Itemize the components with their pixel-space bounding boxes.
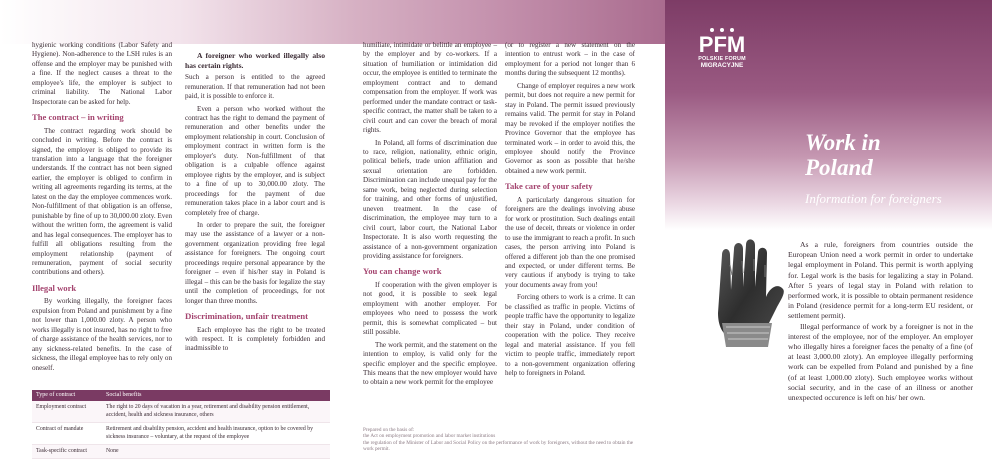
table-row: [32, 401, 330, 422]
table-cell: Contract of mandate: [32, 423, 102, 445]
paragraph: The work permit, and the statement on the intention to employ, is valid only for the specific employer and the specific employee. This means that the new employer would have to obtain a new work permit for the employee: [363, 340, 497, 387]
paragraph: hygienic working conditions (Labor Safety and Hygiene). Non-adherence to the LSH rules is an offense and the employer may be punished with a fine. If the neglect causes a threat to the employee's life, the employer is subject to criminal liability. The National Labor Inspectorate can be asked for help.: [32, 41, 172, 106]
column-2: [185, 51, 325, 357]
table-cell: None: [102, 445, 330, 459]
prepared-basis-note: [363, 427, 638, 453]
paragraph: Illegal performance of work by a foreigner is not in the interest of the employee, nor of the employer. An employer who illegally hires a foreigner faces the penalty of a fine (of at least 3,000.00 zloty). An employee illegally performing work can be expelled from Poland and punished by a fine (of at least 1,000.00 zloty). Such employee works without social security, and in the case of an illness or another unexpected occurence is left on his/ her own.: [788, 321, 973, 403]
cover-title-line-1: Work in: [805, 130, 881, 155]
paragraph: Each employee has the right to be treated with respect. It is completely forbidden and inadmissible to: [185, 325, 325, 353]
paragraph: The contract regarding work should be concluded in writing. Before the contract is signed, the employer is obliged to provide its translation into a language that the foreigner understands. If the contract has not been signed earlier, the employer is obliged to confirm in writing all agreements regarding its terms, at the latest on the day the employee commences work. Non-fulfillment of that obligation is an offense, punishable by fine of up to 30,000.00 zloty. Even without the written form, the agreement is valid and has legal consequences. The employer has to fulfill all obligations resulting from the employment relationship (payment of remuneration, payment of social security contributions and others).: [32, 126, 173, 277]
cover-intro: [788, 240, 973, 403]
cover-title-line-2: Poland: [805, 155, 873, 180]
table-cell: Task-specific contract: [32, 445, 102, 459]
table-row: [32, 445, 330, 459]
column-1: [32, 41, 172, 376]
paragraph: Such a person is entitled to the agreed remuneration. If that remuneration had not been paid, it is possible to enforce it.: [185, 73, 325, 101]
table-header-row: [32, 390, 330, 401]
table-cell: Retirement and disability pension, accident and health insurance, option to be covered by sickness insurance – voluntary, at the request of the employee: [102, 423, 330, 445]
paragraph: A particularly dangerous situation for foreigners are the dealings involving abuse for work or prostitution. Such dealings entail the use of deceit, threats or violence in order to use the immigrant to reach a profit. In such cases, the person arriving into Poland is offered a different job than the one promised and expected, or under different terms. Be very cautious if anybody is trying to take your documents away from you!: [505, 195, 635, 289]
pfm-logo: [692, 28, 752, 69]
paragraph: In order to prepare the suit, the foreigner may use the assistance of a lawyer or a non-government organization providing free legal assistance for foreigners. The ongoing court proceedings require personal appearance by the foreigner – even if his/her stay in Poland is illegal – this can be the basis for legalize the stay until the completion of proceedings, for not longer than three months.: [185, 220, 325, 305]
paragraph: humiliate, intimidate or belittle an employee – by the employer and by co-workers. If a situation of humiliation or intimidation did occur, the employee is entitled to terminate the employment contract and to demand compensation from the employer. If work was performed under the mandate contract or task-specific contract, the matter shall be taken to a civil court and can cover the breach of moral rights.: [363, 41, 497, 135]
paragraph: Forcing others to work is a crime. It can be classified as traffic in people. Victims of people traffic have the opportunity to legalize their stay in Poland, under condition of cooperation with the police. They receive legal and material assistance. If you fell victim to people traffic, immediately report to a non-government organization offering help to foreigners in Poland.: [505, 293, 635, 377]
cover-subtitle: Information for foreigners: [805, 191, 942, 206]
heading-contract-in-writing: The contract – in writing: [32, 112, 124, 123]
column-3: [363, 41, 497, 391]
cover-title: [805, 130, 881, 180]
paragraph: Change of employer requires a new work permit, but does not require a new permit for stay in Poland. The permit issued previously remains valid. The permit for stay in Poland may be revoked if the employer notifies the Province Governor that the employee has terminated work – in order to avoid this, the employee should notify the Province Governor as soon as possible that he/she obtained a new work permit.: [505, 81, 635, 175]
logo-mark: PFM: [698, 32, 746, 57]
column-4: [505, 41, 635, 381]
table-header: Social benefits: [102, 390, 330, 401]
heading-safety: Take care of your safety: [505, 181, 593, 192]
benefits-table: [32, 390, 330, 459]
bold-lead: A foreigner who worked illegally also has certain rights.: [185, 51, 325, 70]
prepared-line: the Act on employment promotion and labor market institutions: [363, 433, 496, 440]
paragraph: (or to register a new statement on the intention to entrust work – in the case of employment for a period not longer than 6 months during the subsequent 12 months).: [505, 41, 635, 78]
table-header: Type of contract: [32, 390, 102, 401]
paragraph: Even a person who worked without the contract has the right to demand the payment of remuneration and other benefits under the employment relationship in court. Conclusion of employment contract in written form is the employer's duty. Non-fulfillment of that obligation is a culpable offence against employee rights by the employer, and is subject to a fine of up to 30,000.00 zloty. The proceedings for the payment of due remuneration takes place in a labor court and is completely free of charge.: [185, 104, 325, 217]
prepared-line: the regulation of the Minister of Labor and Social Policy on the performance of work by foreigners, without the need to obtain the work permit.: [363, 439, 634, 453]
paragraph: As a rule, foreigners from countries outside the European Union need a work permit in order to undertake legal employment in Poland. This permit is worth applying for. Legal work is the basis for legalizing a stay in Poland. After 5 years of legal stay in Poland with relation to performed work, it is possible to obtain permanent residence in Poland (residence permit for a long-term EU resident, or settlement permit).: [788, 240, 973, 321]
logo-line-2: MIGRACYJNE: [700, 62, 744, 69]
heading-change-work: You can change work: [363, 266, 442, 277]
heading-illegal-work: Illegal work: [32, 282, 77, 293]
work-glove-icon: [700, 235, 800, 355]
table-cell: Employment contract: [32, 401, 102, 422]
table-cell: The right to 20 days of vacation in a year, retirement and disability pension entitlement, accident, health and sickness insurance, others: [102, 401, 330, 422]
heading-discrimination: Discrimination, unfair treatment: [185, 311, 309, 322]
paragraph: By working illegally, the foreigner faces expulsion from Poland and punishment by a fine not lower than 1,000.00 zloty. A person who works illegally is not insured, has no right to free of charge assistance of the health services, nor to any sickness-related benefits. In the case of sickness, the illegal employee has to rely only on oneself.: [32, 297, 172, 372]
paragraph: If cooperation with the given employer is not good, it is possible to seek legal employment with another employer. For employees who need to possess the work permit, this is somewhat complicated – but still possible.: [363, 280, 497, 337]
logo-line-1: POLSKIE FORUM: [698, 56, 746, 62]
table-row: [32, 423, 330, 445]
paragraph: In Poland, all forms of discrimination due to race, religion, nationality, ethnic origin, political beliefs, trade union affiliation and sexual orientation are forbidden. Discrimination can include unequal pay for the same work, being neglected during selection for training, and other forms of unjustified, uneven treatment. In the case of discrimination, the employee may turn to a civil court, labor court, the National Labor Inspectorate. It is also worth requesting the assistance of a non-government organization providing assistance for foreigners.: [363, 138, 497, 260]
prepared-line: Prepared on the basis of:: [363, 427, 415, 433]
